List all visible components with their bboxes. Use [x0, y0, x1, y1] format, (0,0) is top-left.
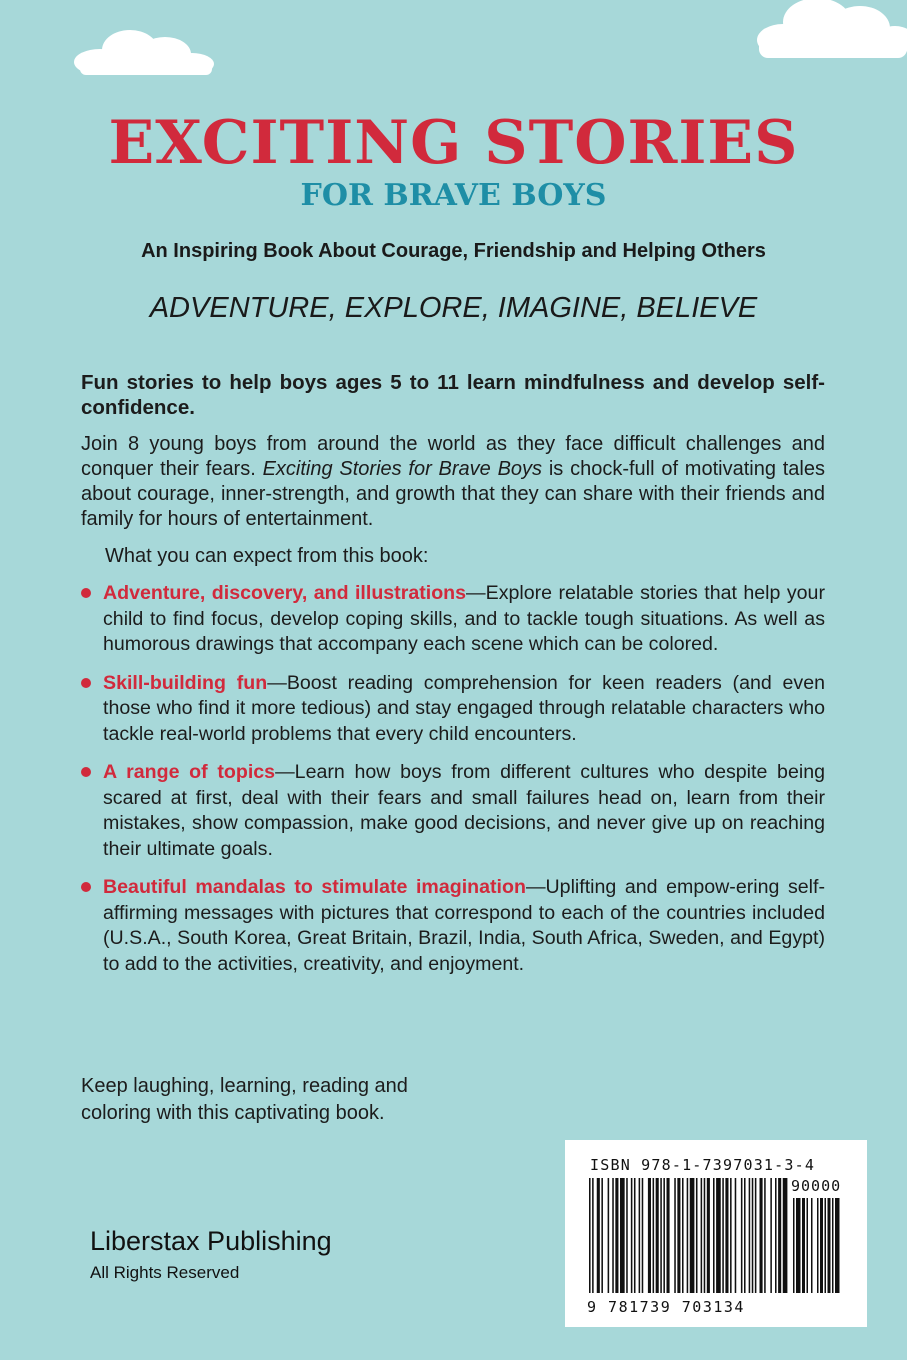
barcode-bar — [722, 1178, 724, 1293]
addon-bar — [832, 1198, 834, 1293]
publisher-name: Liberstax Publishing — [90, 1226, 332, 1256]
addon-bar — [807, 1198, 809, 1293]
barcode-bar — [770, 1178, 772, 1293]
barcode-panel — [565, 1140, 867, 1327]
addon-bar — [825, 1198, 827, 1293]
barcode-bar — [656, 1178, 659, 1293]
bullet-dot-icon — [81, 767, 91, 777]
price-code: 90000 — [791, 1177, 842, 1195]
book-subtitle: FOR BRAVE BOYS — [300, 178, 607, 213]
barcode-bar — [752, 1178, 754, 1293]
intro-text-end: is chock-full of motivating tales about courage, inner-strength, and growth that they can share with their friends and family for hours of entertainment. — [81, 458, 825, 530]
book-title: EXCITING STORIES — [108, 108, 799, 178]
barcode-bar — [696, 1178, 698, 1293]
addon-bar — [802, 1198, 805, 1293]
intro-book-title: Exciting Stories for Brave Boys — [262, 458, 543, 480]
barcode-bar — [639, 1178, 641, 1293]
barcode-bar — [701, 1178, 703, 1293]
bullet-dot-icon — [81, 678, 91, 688]
barcode-bar — [725, 1178, 728, 1293]
ean-digits: 9 781739 703134 — [587, 1298, 745, 1316]
barcode-bar — [608, 1178, 610, 1293]
barcode-bar — [778, 1178, 781, 1293]
barcode-bar — [667, 1178, 670, 1293]
isbn-label: ISBN 978-1-7397031-3-4 — [590, 1156, 816, 1174]
feature-text: —Uplifting and empow-ering self-affirming messages with pictures that correspond to each of the countries included (U.S.A., South Korea, Great Britain, Brazil, India, South Africa, Sweden, and Egypt) to add to the activities, creativity, and enjoyment. — [103, 876, 825, 975]
rights-notice: All Rights Reserved — [90, 1263, 240, 1282]
feature-heading: Adventure, discovery, and illustrations — [103, 582, 467, 604]
feature-text: —Learn how boys from different cultures who despite being scared at first, deal with their fears and small failures head on, learn from their mistakes, show compassion, make good decisions, and never give up on reaching their ultimate goals. — [103, 761, 825, 860]
barcode-bar — [631, 1178, 633, 1293]
addon-bar — [835, 1198, 840, 1293]
barcode-bar — [597, 1178, 600, 1293]
lead-paragraph: Fun stories to help boys ages 5 to 11 learn mindfulness and develop self-confidence. — [81, 371, 825, 419]
barcode-bar — [716, 1178, 721, 1293]
barcode-bar — [677, 1178, 680, 1293]
feature-item — [81, 875, 825, 977]
barcode-bar — [592, 1178, 594, 1293]
barcode-bar — [713, 1178, 715, 1293]
barcode-bar — [775, 1178, 777, 1293]
motto: ADVENTURE, EXPLORE, IMAGINE, BELIEVE — [149, 292, 758, 324]
tagline: An Inspiring Book About Courage, Friendship and Helping Others — [141, 240, 766, 262]
feature-list — [81, 581, 825, 977]
feature-heading: Skill-building fun — [103, 671, 268, 694]
barcode-bar — [601, 1178, 603, 1293]
feature-item — [81, 581, 825, 658]
addon-bar — [811, 1198, 813, 1293]
barcode-bar — [589, 1178, 591, 1293]
barcode-bar — [690, 1178, 695, 1293]
barcode-bar — [755, 1178, 757, 1293]
barcode-bar — [687, 1178, 689, 1293]
barcode-bar — [682, 1178, 684, 1293]
barcode-bar — [626, 1178, 628, 1293]
barcode-bar — [749, 1178, 751, 1293]
barcode-bar — [674, 1178, 676, 1293]
intro-paragraph — [81, 432, 825, 532]
cloud-left-icon — [70, 28, 220, 76]
cloud-right-icon — [755, 0, 907, 60]
barcode-bar — [648, 1178, 651, 1293]
barcode-bar — [764, 1178, 766, 1293]
expect-heading: What you can expect from this book: — [105, 545, 429, 567]
barcode-bar — [730, 1178, 732, 1293]
barcode-bar — [760, 1178, 763, 1293]
barcode-bar — [707, 1178, 710, 1293]
barcode-bar — [744, 1178, 746, 1293]
feature-item — [81, 671, 825, 748]
addon-bar — [820, 1198, 823, 1293]
barcode-bar — [615, 1178, 618, 1293]
barcode-bar — [634, 1178, 636, 1293]
addon-bar — [828, 1198, 831, 1293]
barcode-bar — [642, 1178, 644, 1293]
closing-paragraph: Keep laughing, learning, reading and coloring with this captivating book. — [81, 1075, 408, 1124]
barcode-bar — [741, 1178, 743, 1293]
feature-item — [81, 760, 825, 862]
addon-bar — [817, 1198, 819, 1293]
bullet-dot-icon — [81, 588, 91, 598]
barcode-bar — [663, 1178, 665, 1293]
feature-text: —Boost reading comprehension for keen readers (and even those who find it more tedious) and stay engaged through relatable characters who tackle real-world problems that every child encounters. — [103, 671, 825, 745]
barcode-bar — [735, 1178, 737, 1293]
addon-bar — [796, 1198, 801, 1293]
barcode-bar — [620, 1178, 625, 1293]
barcode-bar — [783, 1178, 788, 1293]
feature-text: —Explore relatable stories that help your child to find focus, develop coping skills, and to tackle tough situations. As well as humorous drawings that accompany each scene which can be colored. — [103, 582, 825, 655]
feature-heading: A range of topics — [103, 761, 276, 783]
barcode-bar — [660, 1178, 662, 1293]
barcode-bar — [704, 1178, 706, 1293]
barcode-icon — [587, 1178, 842, 1298]
intro-text-start: Join 8 young boys from around the world as they face difficult challenges and conquer their fears. — [81, 433, 825, 480]
barcode-bar — [612, 1178, 614, 1293]
barcode-bar — [653, 1178, 655, 1293]
bullet-dot-icon — [81, 882, 91, 892]
addon-bar — [793, 1198, 795, 1293]
feature-heading: Beautiful mandalas to stimulate imagination — [103, 876, 526, 898]
